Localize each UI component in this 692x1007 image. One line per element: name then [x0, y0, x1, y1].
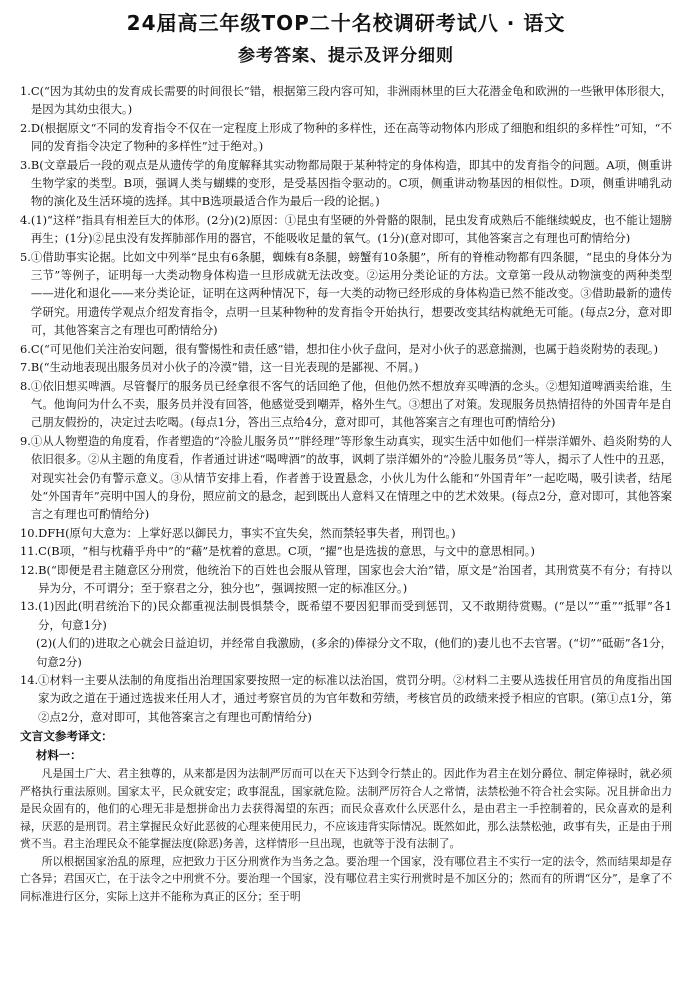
answer-number: 14.: [20, 673, 39, 687]
answer-text: ①借助事实论据。比如文中列举“昆虫有6条腿，蜘蛛有8条腿，螃蟹有10条腿”，所有的脊椎动物都有四条腿，“昆虫的身体分为三节”等例子，证明每一大类动物身体构造一旦形成就无法改变。②运用分类论证的方法。文章第一段从动物演变的两种类型——进化和退化——来分类论证，证明在这两种情况下，每一大类的动物已经形成的身体构造已然不能改变。③借助最新的遗传学研究。用遗传学观点介绍发育指令，点明一旦某种物种的发育指令开始执行，想要改变其结构就绝无可能。(每点2分，意对即可，其他答案言之有理也可酌情给分): [30, 249, 672, 338]
answer-list: [20, 82, 672, 905]
answer-item-9: [20, 432, 672, 524]
answer-text: ①依旧想买啤酒。尽管餐厅的服务员已经拿很不客气的话回绝了他，但他仍然不想放弃买啤酒的念头。②想知道啤酒卖给谁，生气。他询问为什么不卖，服务员并没有回答，他感觉受到嘲弄，格外生气。③想出了对策。发现服务员热情招待的外国青年是自己朋友假扮的，决定过去吃喝。(每点1分，答出三点给4分，意对即可，其他答案言之有理也可酌情给分): [30, 378, 672, 430]
answer-text: ①材料一主要从法制的角度指出治理国家要按照一定的标准以法治国，赏罚分明。②材料二主要从选拔任用官员的角度指出国家为政之道在于通过选拔来任用人才，通过考察官员的为官年数和劳绩，考核官员的政绩来授予相应的官职。(第①点1分，第②点2分，意对即可，其他答案言之有理也可酌情给分): [38, 673, 672, 724]
answer-text: C(B项，“相与枕藉乎舟中”的“藉”是枕着的意思。C项，“擢”也是选拔的意思，与文中的意思相同。): [38, 544, 535, 559]
translation-heading: 文言文参考译文：: [20, 729, 113, 744]
answer-item-14: [20, 671, 672, 726]
answer-text: (1)因此(明君统治下的)民众都重视法制畏惧禁令，既希望不要因犯罪而受到惩罚，又不敢期待赏赐。(“是以”“重”“抵罪”各1分，句意1分): [38, 599, 672, 632]
answer-item-1: [20, 82, 672, 119]
answer-text: C(“因为其幼虫的发育成长需要的时间很长”错，根据第三段内容可知，非洲雨林里的巨大花潜金龟和欧洲的一些锹甲体形很大，是因为其幼虫很大。): [30, 84, 672, 117]
answer-subitem-13-2: (2)(人们的)进取之心就会日益迫切，并经常自我激励，(多余的)俸禄分文不取，(他们的)妻儿也不去官署。(“切”“砥砺”各1分，句意2分): [36, 636, 672, 669]
answer-text: ①从人物塑造的角度看，作者塑造的“冷脸儿服务员”“胖经理”等形象生动真实，现实生活中如他们一样崇洋媚外、趋炎附势的人依旧很多。②从主题的角度看，作者通过讲述“喝啤酒”的故事，讽刺了崇洋媚外的“冷脸儿服务员”等人，揭示了人性中的丑恶，对现实社会仍有警示意义。③从情节安排上看，作者善于设置悬念，小伙儿为什么能和“外国青年”一起吃喝，吸引读者，结尾处“外国青年”亮明中国人的身份，照应前文的悬念，起到既出人意料又在情理之中的艺术效果。(每点2分，意对即可，其他答案言之有理也可酌情给分): [30, 433, 672, 522]
answer-text: (1)“这样”指具有相差巨大的体形。(2分)(2)原因：①昆虫有坚硬的外骨骼的限制，昆虫发育成熟后不能继续蜕皮，也不能让翅膀再生；(1分)②昆虫没有发挥肺部作用的器官，不能吸收足量的氧气。(1分)(意对即可，其他答案言之有理也可酌情给分): [30, 212, 672, 246]
translation-paragraph: 所以根据国家治乱的原理，应把致力于区分刑赏作为当务之急。要治理一个国家，没有哪位君主不实行一定的法令，然而结果却是存亡各异；君国灭亡，在于法令之中刑赏不分。要治理一个国家，没有哪位君主实行刑赏时是不加区分的；然而有的所谓“区分”，是拿了不同标准进行区分，实际上这并不能称为真正的区分；至于明: [20, 854, 672, 903]
answer-number: 9.: [20, 433, 31, 448]
answer-text: B(文章最后一段的观点是从遗传学的角度解释其实动物都局限于某种特定的身体构造，即其中的发育指令的问题。A项，侧重讲生物学家的类型。B项，强调人类与蝴蝶的变形，是受基因指令驱动的。C项，侧重讲动物基因的相似性。D项，侧重讲哺乳动物的演化及生活环境的选择。其中B选项最适合作为最后一段的论据。): [30, 157, 672, 209]
answer-number: 12.: [20, 562, 39, 577]
answer-text: B(“生动地表现出服务员对小伙子的冷漠”错，这一目光表现的是鄙视、不屑。): [30, 360, 419, 375]
answer-number: 8.: [20, 378, 31, 393]
answer-item-6: [20, 340, 672, 358]
answer-item-8: [20, 377, 672, 432]
answer-number: 7.: [20, 360, 31, 375]
translation-paragraph: 凡是国土广大、君主独尊的，从来都是因为法制严厉而可以在天下达到令行禁止的。因此作为君主在划分爵位、制定俸禄时，就必须严格执行重法原则。国家太平，民众就安定；政事混乱，国家就危险。法制严厉符合人之常情，法禁松弛不符合社会实际。况且拼命出力是民众固有的，他们的心理无非是想拼命出力去获得渴望的东西；而民众喜欢什么厌恶什么，是由君主一手控制着的，民众喜欢的是利禄，厌恶的是刑罚。君主掌握民众好此恶彼的心理来使用民力，不应该违背实际情况。既然如此，那么法禁松弛，政事有失，正是由于刑赏不当。君主治理民众不能掌握法度(除恶)务善，这样情形一旦出现，也就等于没有法制了。: [20, 767, 672, 851]
answer-number: 3.: [20, 157, 31, 172]
answer-text: D(根据原文“不同的发育指令不仅在一定程度上形成了物种的多样性，还在高等动物体内形成了细胞和组织的多样性”可知，“不同的发育指令决定了物种的多样性”过于绝对。): [30, 120, 672, 154]
answer-number: 13.: [20, 599, 39, 614]
answer-text: B(“即便是君主随意区分刑赏，他统治下的百姓也会服从管理，国家也会大治”错，原文是“治国者，其刑赏莫不有分；有持以异为分，不可谓分；至于察君之分，独分也”，强调按照一定的标准区分。): [38, 562, 672, 595]
answer-number: 11.: [20, 544, 39, 559]
answer-number: 6.: [20, 341, 31, 356]
answer-item-2: [20, 119, 672, 156]
answer-item-13: [20, 597, 672, 634]
answer-item-7: [20, 358, 672, 376]
answer-item-10: [20, 524, 672, 542]
answer-number: 4.: [20, 212, 31, 227]
answer-number: 1.: [20, 84, 31, 98]
page-title: 24届高三年级TOP二十名校调研考试八 · 语文: [126, 11, 566, 35]
answer-item-12: [20, 561, 672, 598]
material-label: 材料一：: [36, 748, 82, 763]
answer-item-5: [20, 248, 672, 340]
answer-number: 10.: [20, 525, 39, 540]
answer-item-4: [20, 211, 672, 248]
answer-item-11: [20, 542, 672, 560]
answer-text: DFH(原句大意为：上掌好恶以御民力，事实不宜失矣，然而禁轻事失者，刑罚也。): [38, 525, 456, 540]
answer-text: C(“可见他们关注治安问题，很有警惕性和责任感”错，想扣住小伙子盘问，是对小伙子的恶意揣测，也属于趋炎附势的表现。): [30, 341, 659, 356]
answer-number: 2.: [20, 120, 31, 135]
page-subtitle: 参考答案、提示及评分细则: [238, 46, 454, 66]
answer-item-3: [20, 156, 672, 211]
answer-number: 5.: [20, 249, 31, 264]
